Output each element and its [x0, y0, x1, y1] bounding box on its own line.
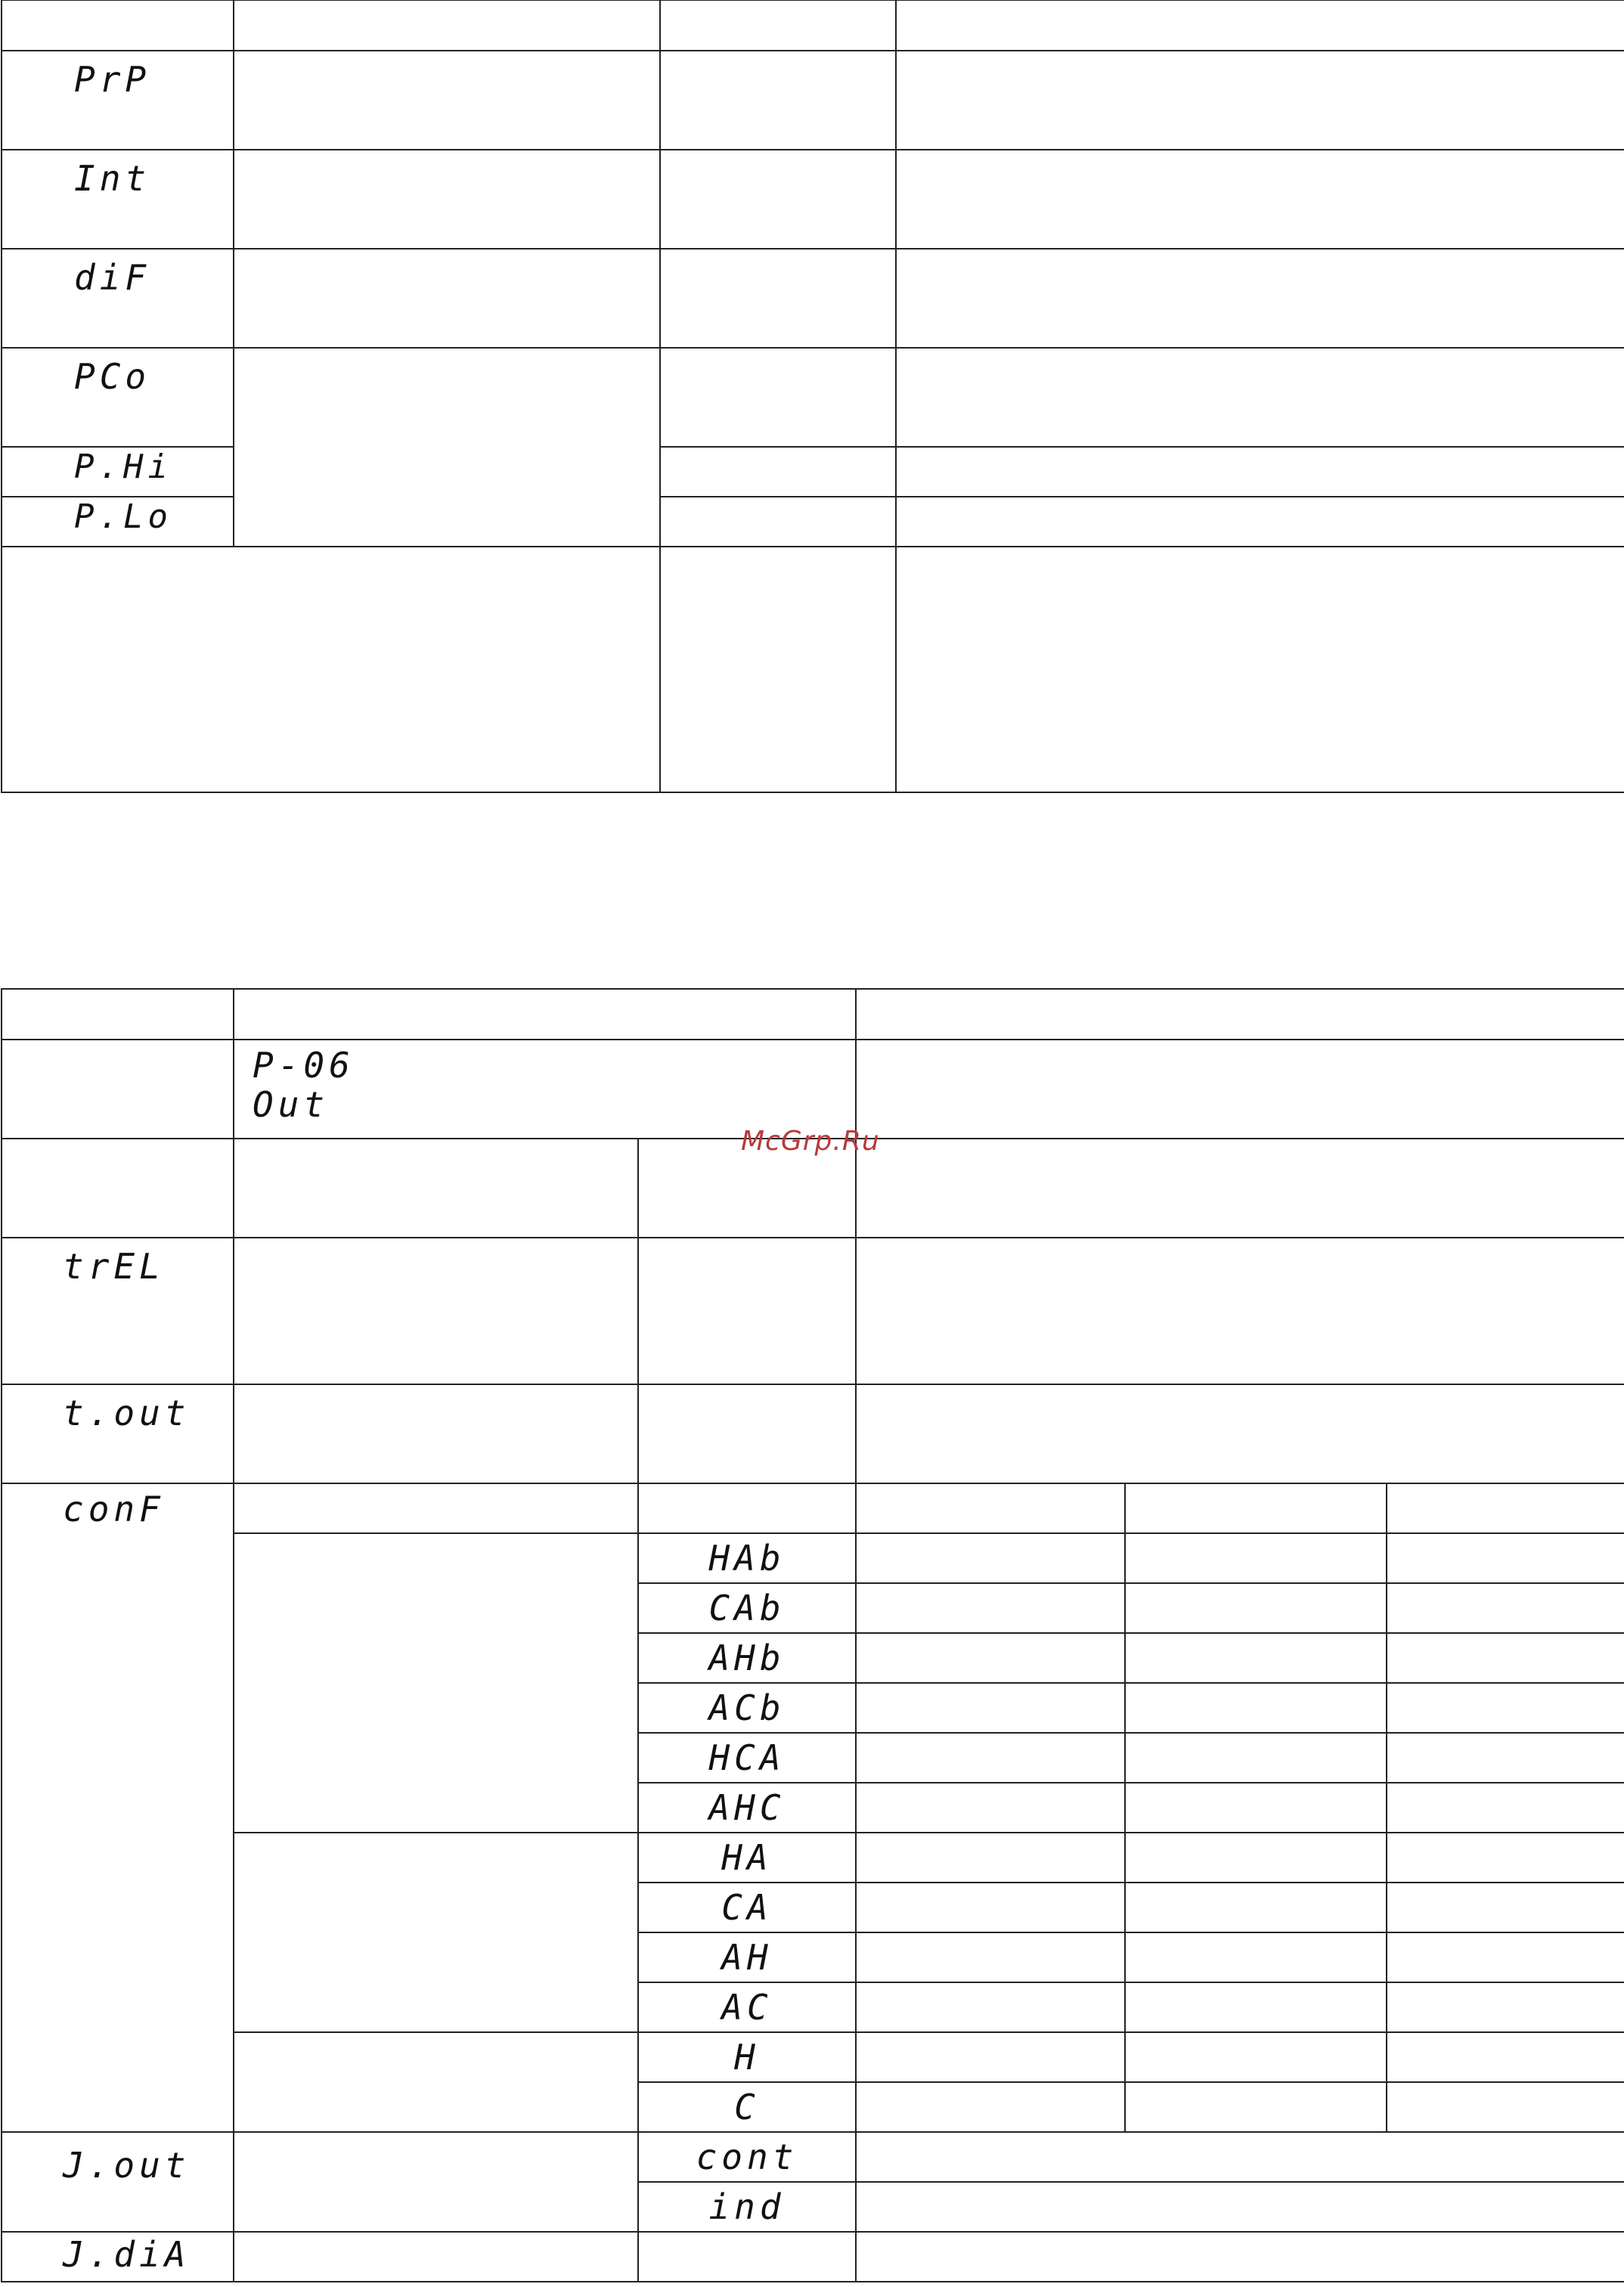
table-row	[2, 1384, 1624, 1483]
table-cell	[856, 1783, 1125, 1833]
param-code-cell	[2, 1384, 234, 1483]
table-cell	[1387, 1932, 1624, 1982]
table-cell	[660, 348, 896, 447]
table-row	[2, 547, 1624, 792]
table-cell	[1125, 1982, 1387, 2032]
conf-option-hca: HCA	[638, 1733, 856, 1783]
param-code-prp: PrP	[74, 59, 151, 100]
header-cell	[856, 989, 1624, 1040]
table-cell	[856, 1883, 1125, 1932]
table-cell	[856, 1683, 1125, 1733]
table-row	[2, 1533, 1624, 1583]
table-cell	[1125, 1483, 1387, 1533]
header-cell	[896, 0, 1624, 51]
param-code-plo: P.Lo	[74, 497, 172, 536]
table-cell	[234, 150, 660, 249]
table-cell	[1125, 1883, 1387, 1932]
table-cell	[234, 1483, 638, 1533]
table-cell	[1387, 1833, 1624, 1883]
table-cell	[856, 1982, 1125, 2032]
conf-option-ac: AC	[638, 1982, 856, 2032]
table-cell	[1125, 2082, 1387, 2132]
table-cell	[1387, 1783, 1624, 1833]
table-cell	[660, 150, 896, 249]
table-cell	[1387, 1982, 1624, 2032]
table-cell	[660, 249, 896, 348]
table-cell	[856, 1384, 1624, 1483]
table-cell	[234, 2132, 638, 2232]
table-cell	[1125, 1783, 1387, 1833]
table-row	[2, 2232, 1624, 2282]
table-row	[2, 2032, 1624, 2082]
table-cell	[1125, 1583, 1387, 1633]
table-cell	[896, 547, 1624, 792]
table-cell	[1387, 2032, 1624, 2082]
table-cell	[638, 2232, 856, 2282]
table-cell	[1125, 1733, 1387, 1783]
table-cell	[234, 249, 660, 348]
table-row	[2, 1040, 1624, 1139]
param-code-cell	[2, 2132, 234, 2232]
table-row	[2, 1833, 1624, 1883]
table-cell	[856, 1139, 1624, 1238]
table-cell	[856, 1533, 1125, 1583]
table-cell	[1125, 1633, 1387, 1683]
table-cell	[856, 2232, 1624, 2282]
conf-option-c: C	[638, 2082, 856, 2132]
conf-option-ha: HA	[638, 1833, 856, 1883]
output-code-list	[234, 1040, 855, 1125]
parameter-table-1	[1, 0, 1624, 793]
table-cell	[234, 1139, 638, 1238]
header-cell	[660, 0, 896, 51]
param-code-trel: trEL	[63, 1246, 165, 1287]
conf-option-h: H	[638, 2032, 856, 2082]
conf-option-ca: CA	[638, 1883, 856, 1932]
conf-option-hab: HAb	[638, 1533, 856, 1583]
table-cell	[1125, 2032, 1387, 2082]
table-cell	[638, 1483, 856, 1533]
table-row	[2, 1483, 1624, 1533]
table-cell	[638, 1238, 856, 1384]
param-code-cell	[2, 1238, 234, 1384]
table-cell	[896, 447, 1624, 497]
param-code-cell	[2, 447, 234, 497]
jout-option-ind: ind	[638, 2182, 856, 2232]
table-cell	[1125, 1932, 1387, 1982]
param-code-tout: t.out	[63, 1393, 191, 1433]
output-code-cell	[234, 1040, 856, 1139]
table-cell	[856, 1040, 1624, 1139]
table-cell	[1387, 1533, 1624, 1583]
header-cell	[234, 989, 856, 1040]
param-code-dif: diF	[74, 257, 151, 298]
table-cell	[1387, 2082, 1624, 2132]
table-cell	[234, 1238, 638, 1384]
table-cell	[2, 1139, 234, 1238]
param-code-cell	[2, 51, 234, 150]
table-cell	[856, 1733, 1125, 1783]
table-row	[2, 1238, 1624, 1384]
table-header-row	[2, 0, 1624, 51]
table-cell	[896, 348, 1624, 447]
table-cell	[856, 2032, 1125, 2082]
table-cell	[234, 1833, 638, 2032]
table-cell	[1387, 1883, 1624, 1932]
table-cell	[660, 497, 896, 547]
table-header-row	[2, 989, 1624, 1040]
table-cell	[856, 1238, 1624, 1384]
param-code-jdia: J.diA	[63, 2234, 191, 2275]
table-row	[2, 51, 1624, 150]
table-cell	[1387, 1583, 1624, 1633]
table-cell	[856, 1583, 1125, 1633]
table-cell	[896, 150, 1624, 249]
param-code-cell	[2, 1483, 234, 2132]
table-cell	[896, 51, 1624, 150]
param-code-int: Int	[74, 158, 151, 199]
table-cell	[660, 51, 896, 150]
table-cell	[856, 2132, 1624, 2182]
conf-option-ah: AH	[638, 1932, 856, 1982]
table-cell	[234, 1384, 638, 1483]
table-cell	[1387, 1733, 1624, 1783]
param-code-cell	[2, 497, 234, 547]
table-cell	[234, 348, 660, 547]
table-cell	[896, 249, 1624, 348]
param-code-jout: J.out	[63, 2145, 191, 2186]
table-cell	[856, 2082, 1125, 2132]
table-cell	[660, 447, 896, 497]
output-code-p06: P-06	[253, 1045, 355, 1086]
header-cell	[2, 989, 234, 1040]
table-cell	[856, 1833, 1125, 1883]
table-cell	[856, 1932, 1125, 1982]
conf-option-ahc: AHC	[638, 1783, 856, 1833]
param-code-conf: conF	[63, 1489, 165, 1529]
table-cell	[1125, 1833, 1387, 1883]
param-code-pco: PCo	[74, 356, 151, 397]
table-cell	[856, 1483, 1125, 1533]
table-cell	[660, 547, 896, 792]
output-code-out: Out	[253, 1084, 330, 1125]
table-cell	[856, 2182, 1624, 2232]
table-cell	[2, 547, 660, 792]
table-cell	[1125, 1533, 1387, 1583]
table-cell	[234, 51, 660, 150]
table-cell	[856, 1633, 1125, 1683]
table-row	[2, 150, 1624, 249]
jout-option-cont: cont	[638, 2132, 856, 2182]
header-cell	[234, 0, 660, 51]
table-cell	[234, 2032, 638, 2132]
watermark-text: McGrp.Ru	[741, 1126, 880, 1157]
table-cell	[1125, 1683, 1387, 1733]
param-code-phi: P.Hi	[74, 448, 172, 486]
table-cell	[234, 2232, 638, 2282]
table-cell	[234, 1533, 638, 1833]
param-code-cell	[2, 150, 234, 249]
table-cell	[896, 497, 1624, 547]
table-cell	[1387, 1483, 1624, 1533]
table-cell	[1387, 1633, 1624, 1683]
conf-option-ahb: AHb	[638, 1633, 856, 1683]
header-cell	[2, 0, 234, 51]
table-row	[2, 2132, 1624, 2182]
parameter-table-2	[1, 988, 1624, 2282]
table-cell	[1387, 1683, 1624, 1733]
table-row	[2, 249, 1624, 348]
conf-option-cab: CAb	[638, 1583, 856, 1633]
param-code-cell	[2, 348, 234, 447]
conf-option-acb: ACb	[638, 1683, 856, 1733]
table-row	[2, 348, 1624, 447]
param-code-cell	[2, 249, 234, 348]
table-cell	[2, 1040, 234, 1139]
param-code-cell	[2, 2232, 234, 2282]
table-cell	[638, 1384, 856, 1483]
